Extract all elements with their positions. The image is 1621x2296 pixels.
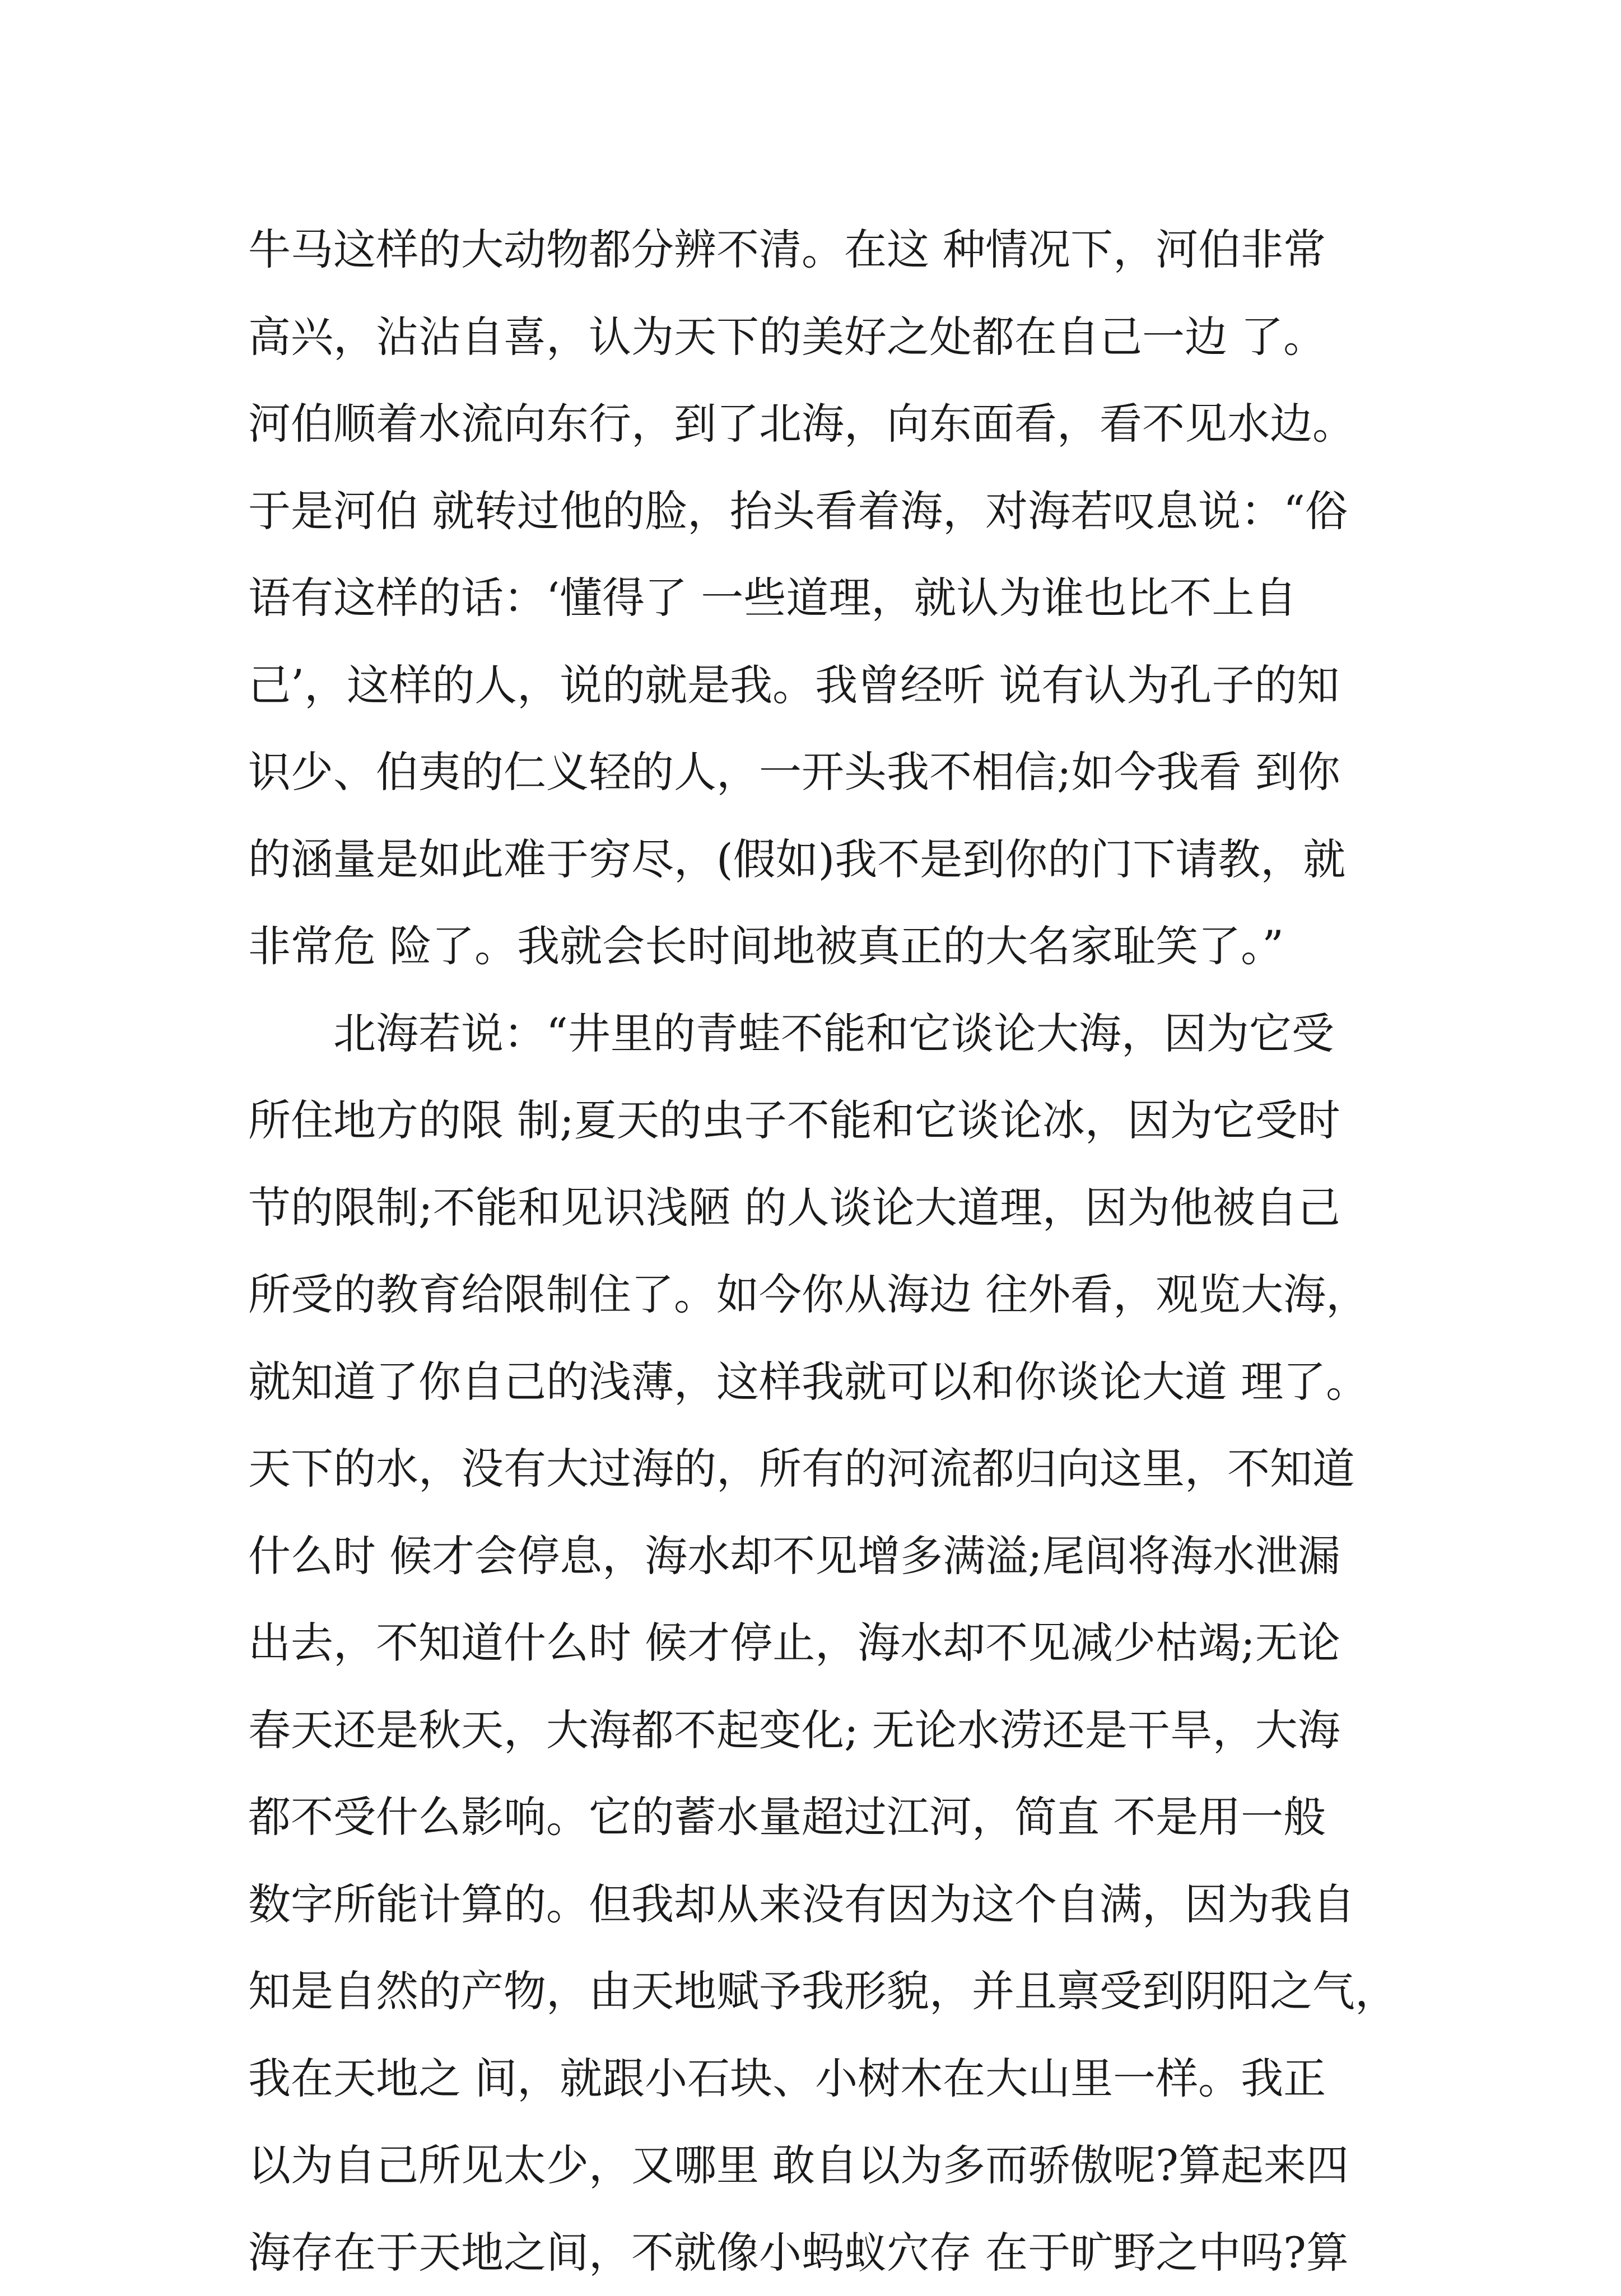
text-line: 于是河伯 就转过他的脸，抬头看着海，对海若叹息说：“俗: [248, 468, 1385, 555]
text-line: 的涵量是如此难于穷尽，(假如)我不是到你的门下请教，就: [248, 816, 1385, 903]
text-line: 以为自己所见太少，又哪里 敢自以为多而骄傲呢?算起来四: [248, 2122, 1385, 2209]
text-line: 知是自然的产物，由天地赋予我形貌，并且禀受到阴阳之气，: [248, 1948, 1385, 2035]
text-line: 牛马这样的大动物都分辨不清。在这 种情况下，河伯非常: [248, 206, 1385, 293]
paragraph-start-line: 北海若说：“井里的青蛙不能和它谈论大海，因为它受: [248, 990, 1385, 1077]
text-line: 识少、伯夷的仁义轻的人，一开头我不相信;如今我看 到你: [248, 729, 1385, 816]
text-line: 出去，不知道什么时 候才停止，海水却不见减少枯竭;无论: [248, 1599, 1385, 1687]
text-line: 河伯顺着水流向东行，到了北海，向东面看，看不见水边。: [248, 380, 1385, 468]
text-line: 就知道了你自己的浅薄，这样我就可以和你谈论大道 理了。: [248, 1338, 1385, 1426]
text-line: 己’，这样的人，说的就是我。我曾经听 说有认为孔子的知: [248, 642, 1385, 729]
text-line: 春天还是秋天，大海都不起变化; 无论水涝还是干旱，大海: [248, 1687, 1385, 1774]
text-line: 天下的水，没有大过海的，所有的河流都归向这里，不知道: [248, 1425, 1385, 1513]
text-line: 高兴，沾沾自喜，认为天下的美好之处都在自己一边 了。: [248, 293, 1385, 381]
text-line: 海存在于天地之间，不就像小蚂蚁穴存 在于旷野之中吗?算: [248, 2209, 1385, 2296]
body-text: [248, 206, 1385, 2296]
text-line: 节的限制;不能和见识浅陋 的人谈论大道理，因为他被自己: [248, 1164, 1385, 1252]
text-line: 所受的教育给限制住了。如今你从海边 往外看，观览大海，: [248, 1251, 1385, 1338]
text-line: 语有这样的话：‘懂得了 一些道理，就认为谁也比不上自: [248, 554, 1385, 642]
text-line: 我在天地之 间，就跟小石块、小树木在大山里一样。我正: [248, 2035, 1385, 2122]
text-line: 所住地方的限 制;夏天的虫子不能和它谈论冰，因为它受时: [248, 1077, 1385, 1164]
text-line: 数字所能计算的。但我却从来没有因为这个自满，因为我自: [248, 1861, 1385, 1948]
text-line: 什么时 候才会停息，海水却不见增多满溢;尾闾将海水泄漏: [248, 1513, 1385, 1600]
text-line: 都不受什么影响。它的蓄水量超过江河，简直 不是用一般: [248, 1774, 1385, 1861]
text-line: 非常危 险了。我就会长时间地被真正的大名家耻笑了。”: [248, 903, 1385, 990]
